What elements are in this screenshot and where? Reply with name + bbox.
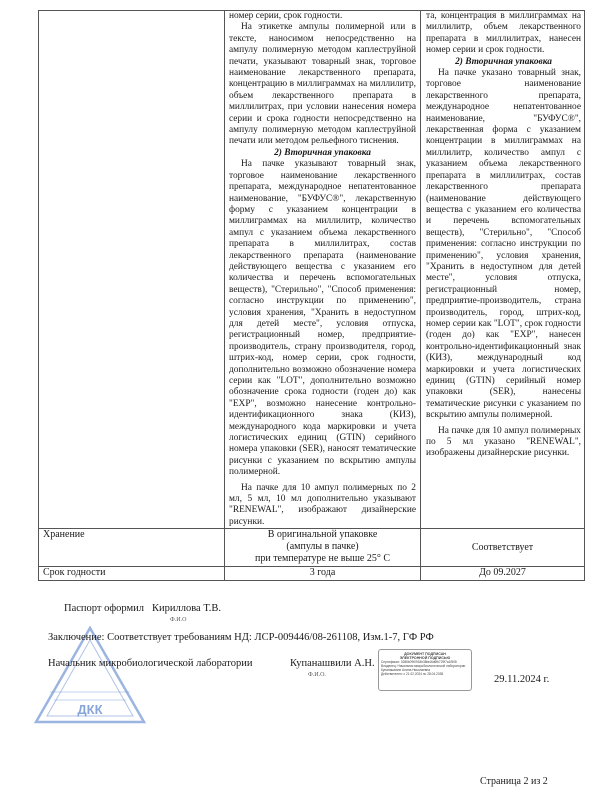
text-paragraph: На этикетке ампулы полимерной или в тексте, наносимом непосредственно на ампулу полимерную методом каплеструйной печати, указывают товарный знак, торговое наименование лекарственного препарата, концентрацию в миллиграммах на миллилитр, объем лекарственного препарата в миллилитрах, при условии нанесения номера серии и срока годности непосредственно на ампулу полимерную методом каплеструйной печати или методом рельефного тиснения. xyxy=(229,22,416,147)
storage-line: при температуре не выше 25° С xyxy=(254,553,391,565)
passport-label: Паспорт оформил xyxy=(64,603,144,614)
shelf-result: До 09.2027 xyxy=(421,567,585,581)
electronic-signature-box xyxy=(378,649,472,691)
text-paragraph: номер серии, срок годности. xyxy=(229,11,343,21)
table-row-packaging xyxy=(39,11,585,529)
ecp-owner: Владелец: Начальник микробиологической лаборатории xyxy=(381,664,466,668)
stamp-text: ДКК xyxy=(77,702,103,717)
head-label: Начальник микробиологической лаборатории xyxy=(48,658,253,669)
ecp-certificate: Сертификат: 0286b09f0918b38fa46d6fb729f7a1f508 xyxy=(381,660,457,664)
storage-line: В оригинальной упаковке xyxy=(267,529,378,541)
text-paragraph: На пачке для 10 ампул полимерных по 2 мл, 5 мл, 10 мл дополнительно указывают "RENEWAL", изображают дизайнерские рисунки. xyxy=(229,482,416,527)
storage-label: Хранение xyxy=(39,529,225,567)
page-number: Страница 2 из 2 xyxy=(480,776,548,787)
passport-name: Кириллова Т.В. xyxy=(152,603,221,614)
table-row-shelf-life xyxy=(39,567,585,581)
storage-requirement xyxy=(225,529,421,567)
signature-date: 29.11.2024 г. xyxy=(494,674,550,685)
shelf-value: 3 года xyxy=(225,567,421,581)
cell-empty xyxy=(39,11,225,529)
section-heading: 2) Вторичная упаковка xyxy=(455,56,552,67)
table-row-storage xyxy=(39,529,585,567)
spec-table xyxy=(38,10,585,581)
head-name: Купанашвили А.Н. xyxy=(290,658,375,669)
ecp-title: ЭЛЕКТРОННОЙ ПОДПИСЬЮ xyxy=(399,656,451,660)
text-paragraph: На пачке для 10 ампул полимерных по 5 мл указано "RENEWAL", изображены дизайнерские рисунки. xyxy=(426,425,581,459)
storage-result: Соответствует xyxy=(421,529,585,567)
section-heading: 2) Вторичная упаковка xyxy=(274,147,371,158)
cell-requirements xyxy=(225,11,421,529)
storage-line: (ампулы в пачке) xyxy=(286,541,359,553)
ecp-title: ДОКУМЕНТ ПОДПИСАН xyxy=(404,652,446,656)
ecp-owner-name: Купанашвили Алина Николаевна xyxy=(381,668,431,672)
text-paragraph: На пачке указано товарный знак, торговое наименование лекарственного препарата, международное непатентованное наименование, "БУФУС®", лекарственная форма с указанием концентрации в миллиграммах на миллилитр, количество ампул с указанием объема лекарственного препарата в миллилитрах, состав лекарственного препарата (наименование действующего вещества с указанием его количества и перечень вспомогательных веществ), "Стерильно", "Способ применения: согласно инструкции по применению", условия хранения, "Хранить в недоступном для детей месте", условия отпуска, регистрационный номер, предприятие-производитель, страна производитель, город, штрих-код, номер серии как "LOT", срок годности (годен до) как "EXP", нанесен контрольно-идентификационный знак (КИЗ), международный код маркировки и учета логистических единиц (GTIN) серийный номер упаковки (SER), нанесены тематические рисунки с указанием по вскрытию ампулы полимерной. xyxy=(426,68,581,421)
text-paragraph: На пачке указывают товарный знак, торговое наименование лекарственного препарата, международное непатентованное наименование, "БУФУС®", лекарственную форму с указанием концентрации в миллиграммах на миллилитр, количество ампул с указанием объема лекарственного препарата в миллилитрах, состав лекарственного препарата (наименование действующего вещества с указанием его количества и перечень вспомогательных веществ), "Стерильно", "Способ применения: согласно инструкции по применению", условия хранения, "Хранить в недоступном для детей месте", условия отпуска, регистрационный номер, предприятие-производитель, страну производителя, город, штрих-код, номер серии, срок годности, дополнительно возможно обозначение номера серии как "LOT", дополнительно возможно обозначение срока годности (годен до) как "EXP", возможно нанесение контрольно-идентификационного знака (КИЗ), международного кода маркировки и учета логистических единиц (GTIN) серийного номера упаковки (SER), наносят тематические рисунки с указанием по вскрытию ампулы полимерной. xyxy=(229,159,416,478)
fio-caption: Ф.И.О xyxy=(170,617,187,623)
ecp-validity: Действителен: с 21.02.2024 по 28.04.2038 xyxy=(381,672,444,676)
cell-results xyxy=(421,11,585,529)
text-paragraph: та, концентрация в миллиграммах на миллилитр, объем лекарственного препарата в миллилитрах, нанесен номер серии и срок годности. xyxy=(426,11,581,56)
shelf-label: Срок годности xyxy=(39,567,225,581)
conclusion-text: Заключение: Соответствует требованиям НД: ЛСР-009446/08-261108, Изм.1-7, ГФ РФ xyxy=(48,632,434,643)
fio-caption: Ф.И.О. xyxy=(308,672,326,678)
